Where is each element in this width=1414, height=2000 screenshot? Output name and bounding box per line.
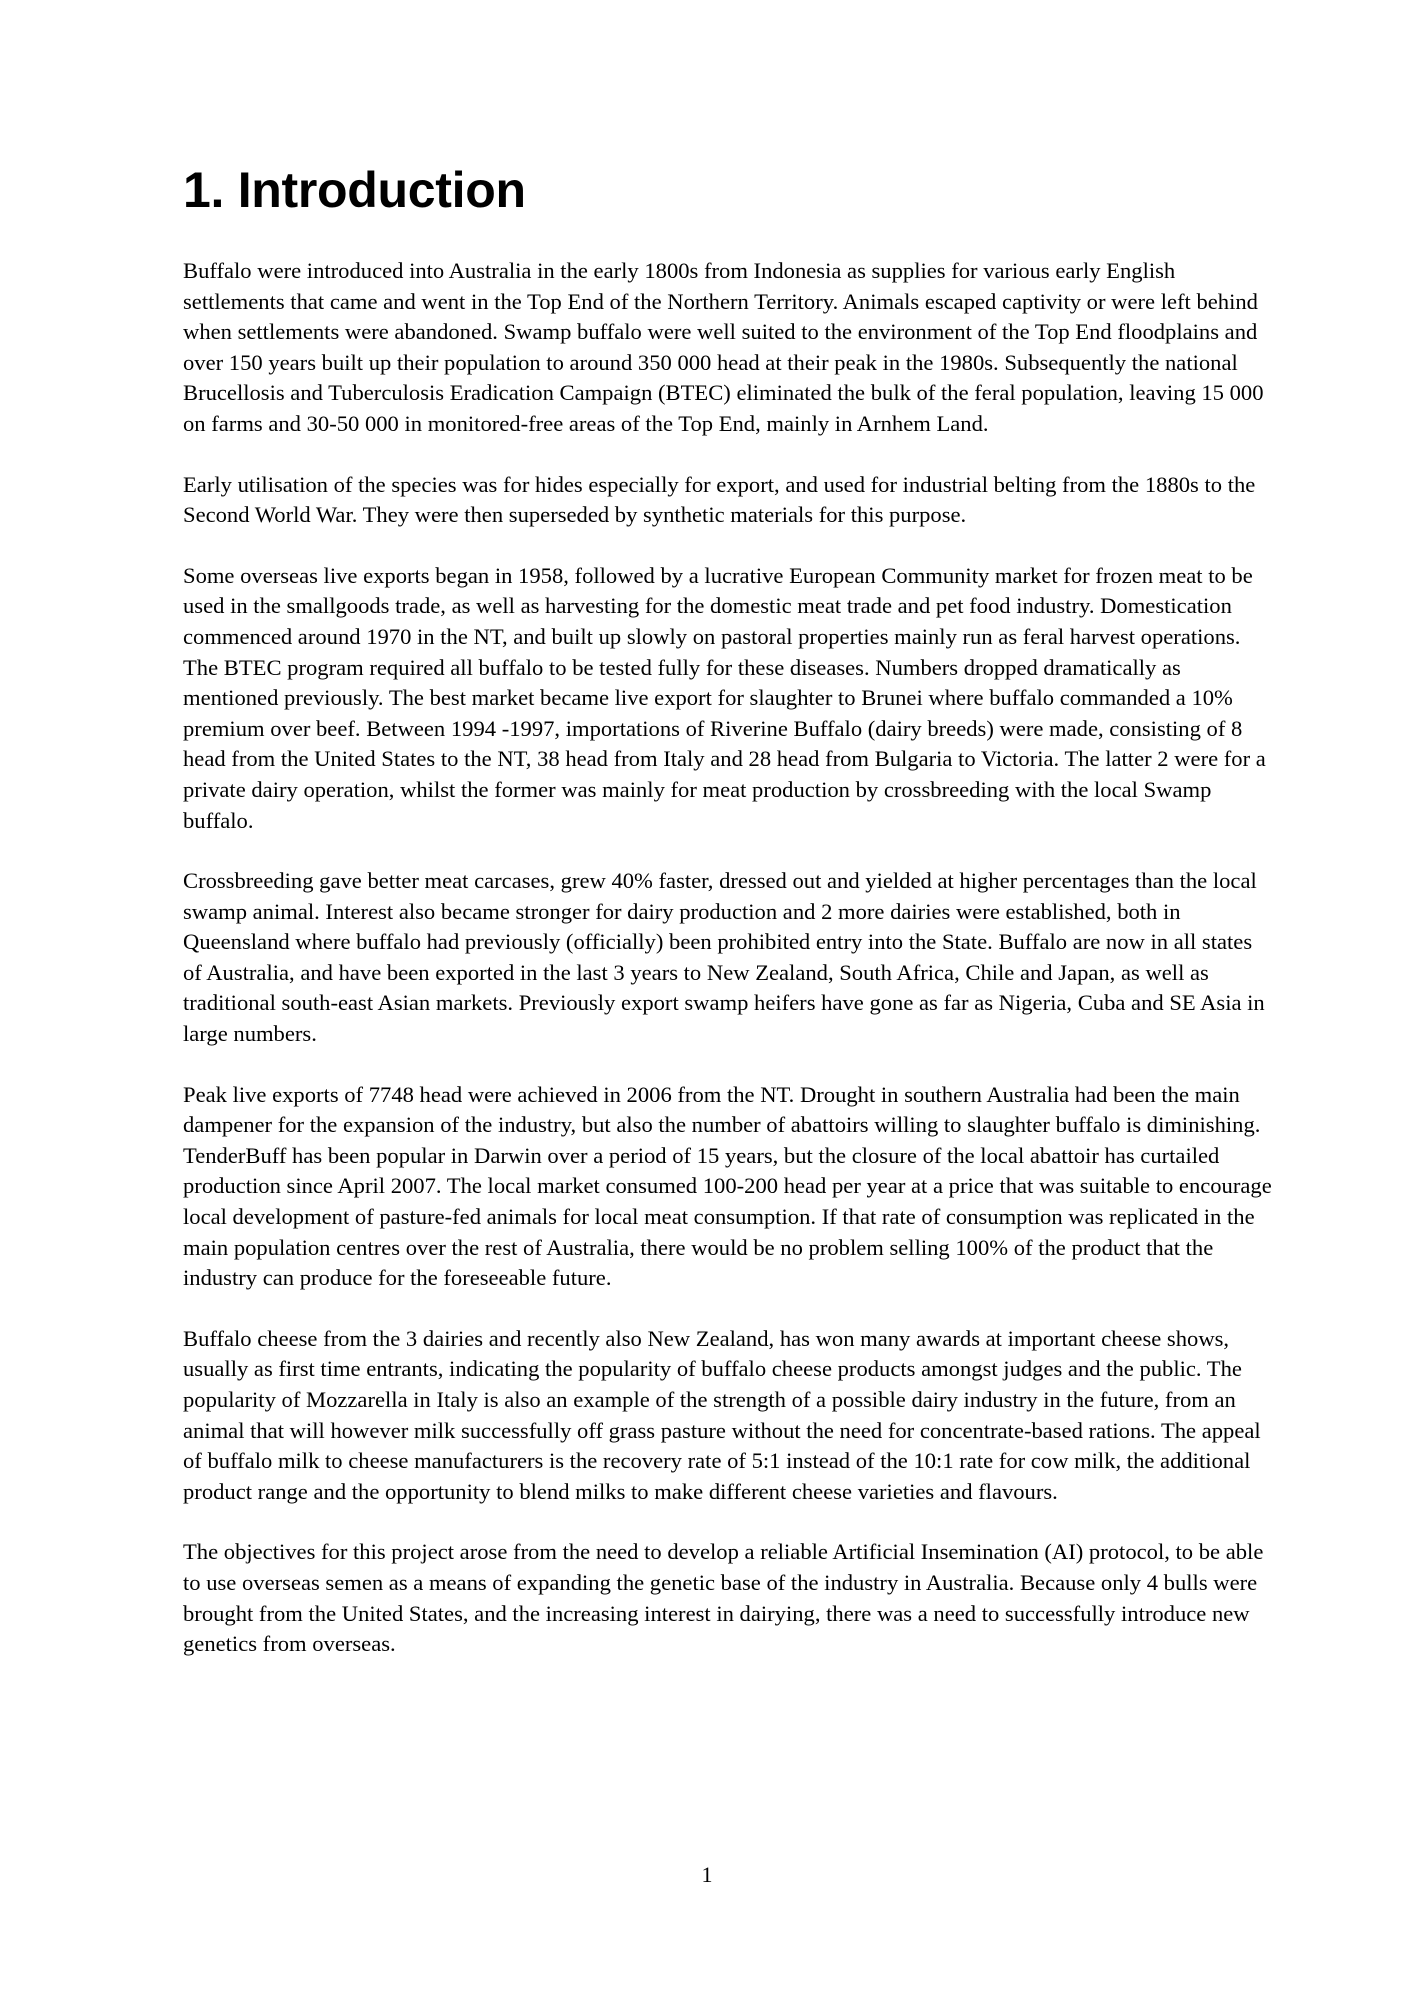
paragraph-hides: Early utilisation of the species was for hides especially for export, and used for industrial belting from the 1880s to the Second World War. They were then superseded by synthetic materials for this purpose. xyxy=(183,471,1256,528)
section-heading: 1. Introduction xyxy=(183,162,526,218)
document-page xyxy=(183,160,1273,1690)
page-number: 1 xyxy=(701,1862,713,1887)
paragraph-history: Buffalo were introduced into Australia in the early 1800s from Indonesia as supplies for various early English settlements that came and went in the Top End of the Northern Territory. Animals escaped captivity or were left behind when settlements were abandoned. Swamp buffalo were well suited to the environment of the Top End floodplains and over 150 years built up their population to around 350 000 head at their peak in the 1980s. Subsequently the national Brucellosis and Tuberculosis Eradication Campaign (BTEC) eliminated the bulk of the feral population, leaving 15 000 on farms and 30-50 000 in monitored-free areas of the Top End, mainly in Arnhem Land. xyxy=(183,258,1264,436)
paragraph-exports: Some overseas live exports began in 1958, followed by a lucrative European Community market for frozen meat to be used in the smallgoods trade, as well as harvesting for the domestic meat trade and pet food industry. Domestication commenced around 1970 in the NT, and built up slowly on pastoral properties mainly run as feral harvest operations. The BTEC program required all buffalo to be tested fully for these diseases. Numbers dropped dramatically as mentioned previously. The best market became live export for slaughter to Brunei where buffalo commanded a 10% premium over beef. Between 1994 -1997, importations of Riverine Buffalo (dairy breeds) were made, consisting of 8 head from the United States to the NT, 38 head from Italy and 28 head from Bulgaria to Victoria. The latter 2 were for a private dairy operation, whilst the former was mainly for meat production by crossbreeding with the local Swamp buffalo. xyxy=(183,562,1266,833)
paragraph-crossbreeding: Crossbreeding gave better meat carcases, grew 40% faster, dressed out and yielded at higher percentages than the local swamp animal. Interest also became stronger for dairy production and 2 more dairies were established, both in Queensland where buffalo had previously (officially) been prohibited entry into the State. Buffalo are now in all states of Australia, and have been exported in the last 3 years to New Zealand, South Africa, Chile and Japan, as well as traditional south-east Asian markets. Previously export swamp heifers have gone as far as Nigeria, Cuba and SE Asia in large numbers. xyxy=(183,868,1265,1047)
paragraph-cheese: Buffalo cheese from the 3 dairies and recently also New Zealand, has won many awards at important cheese shows, usually as first time entrants, indicating the popularity of buffalo cheese products amongst judges and the public. The popularity of Mozzarella in Italy is also an example of the strength of a possible dairy industry in the future, from an animal that will however milk successfully off grass pasture without the need for concentrate-based rations. The appeal of buffalo milk to cheese manufacturers is the recovery rate of 5:1 instead of the 10:1 rate for cow milk, the additional product range and the opportunity to blend milks to make different cheese varieties and flavours. xyxy=(183,1325,1261,1504)
paragraph-live-exports: Peak live exports of 7748 head were achieved in 2006 from the NT. Drought in southern Australia had been the main dampener for the expansion of the industry, but also the number of abattoirs willing to slaughter buffalo is diminishing. TenderBuff has been popular in Darwin over a period of 15 years, but the closure of the local abattoir has curtailed production since April 2007. The local market consumed 100-200 head per year at a price that was suitable to encourage local development of pasture-fed animals for local meat consumption. If that rate of consumption was replicated in the main population centres over the rest of Australia, there would be no problem selling 100% of the product that the industry can produce for the foreseeable future. xyxy=(183,1081,1272,1291)
paragraph-objectives: The objectives for this project arose from the need to develop a reliable Artificial Insemination (AI) protocol, to be able to use overseas semen as a means of expanding the genetic base of the industry in Australia. Because only 4 bulls were brought from the United States, and the increasing interest in dairying, there was a need to successfully introduce new genetics from overseas. xyxy=(183,1539,1264,1657)
